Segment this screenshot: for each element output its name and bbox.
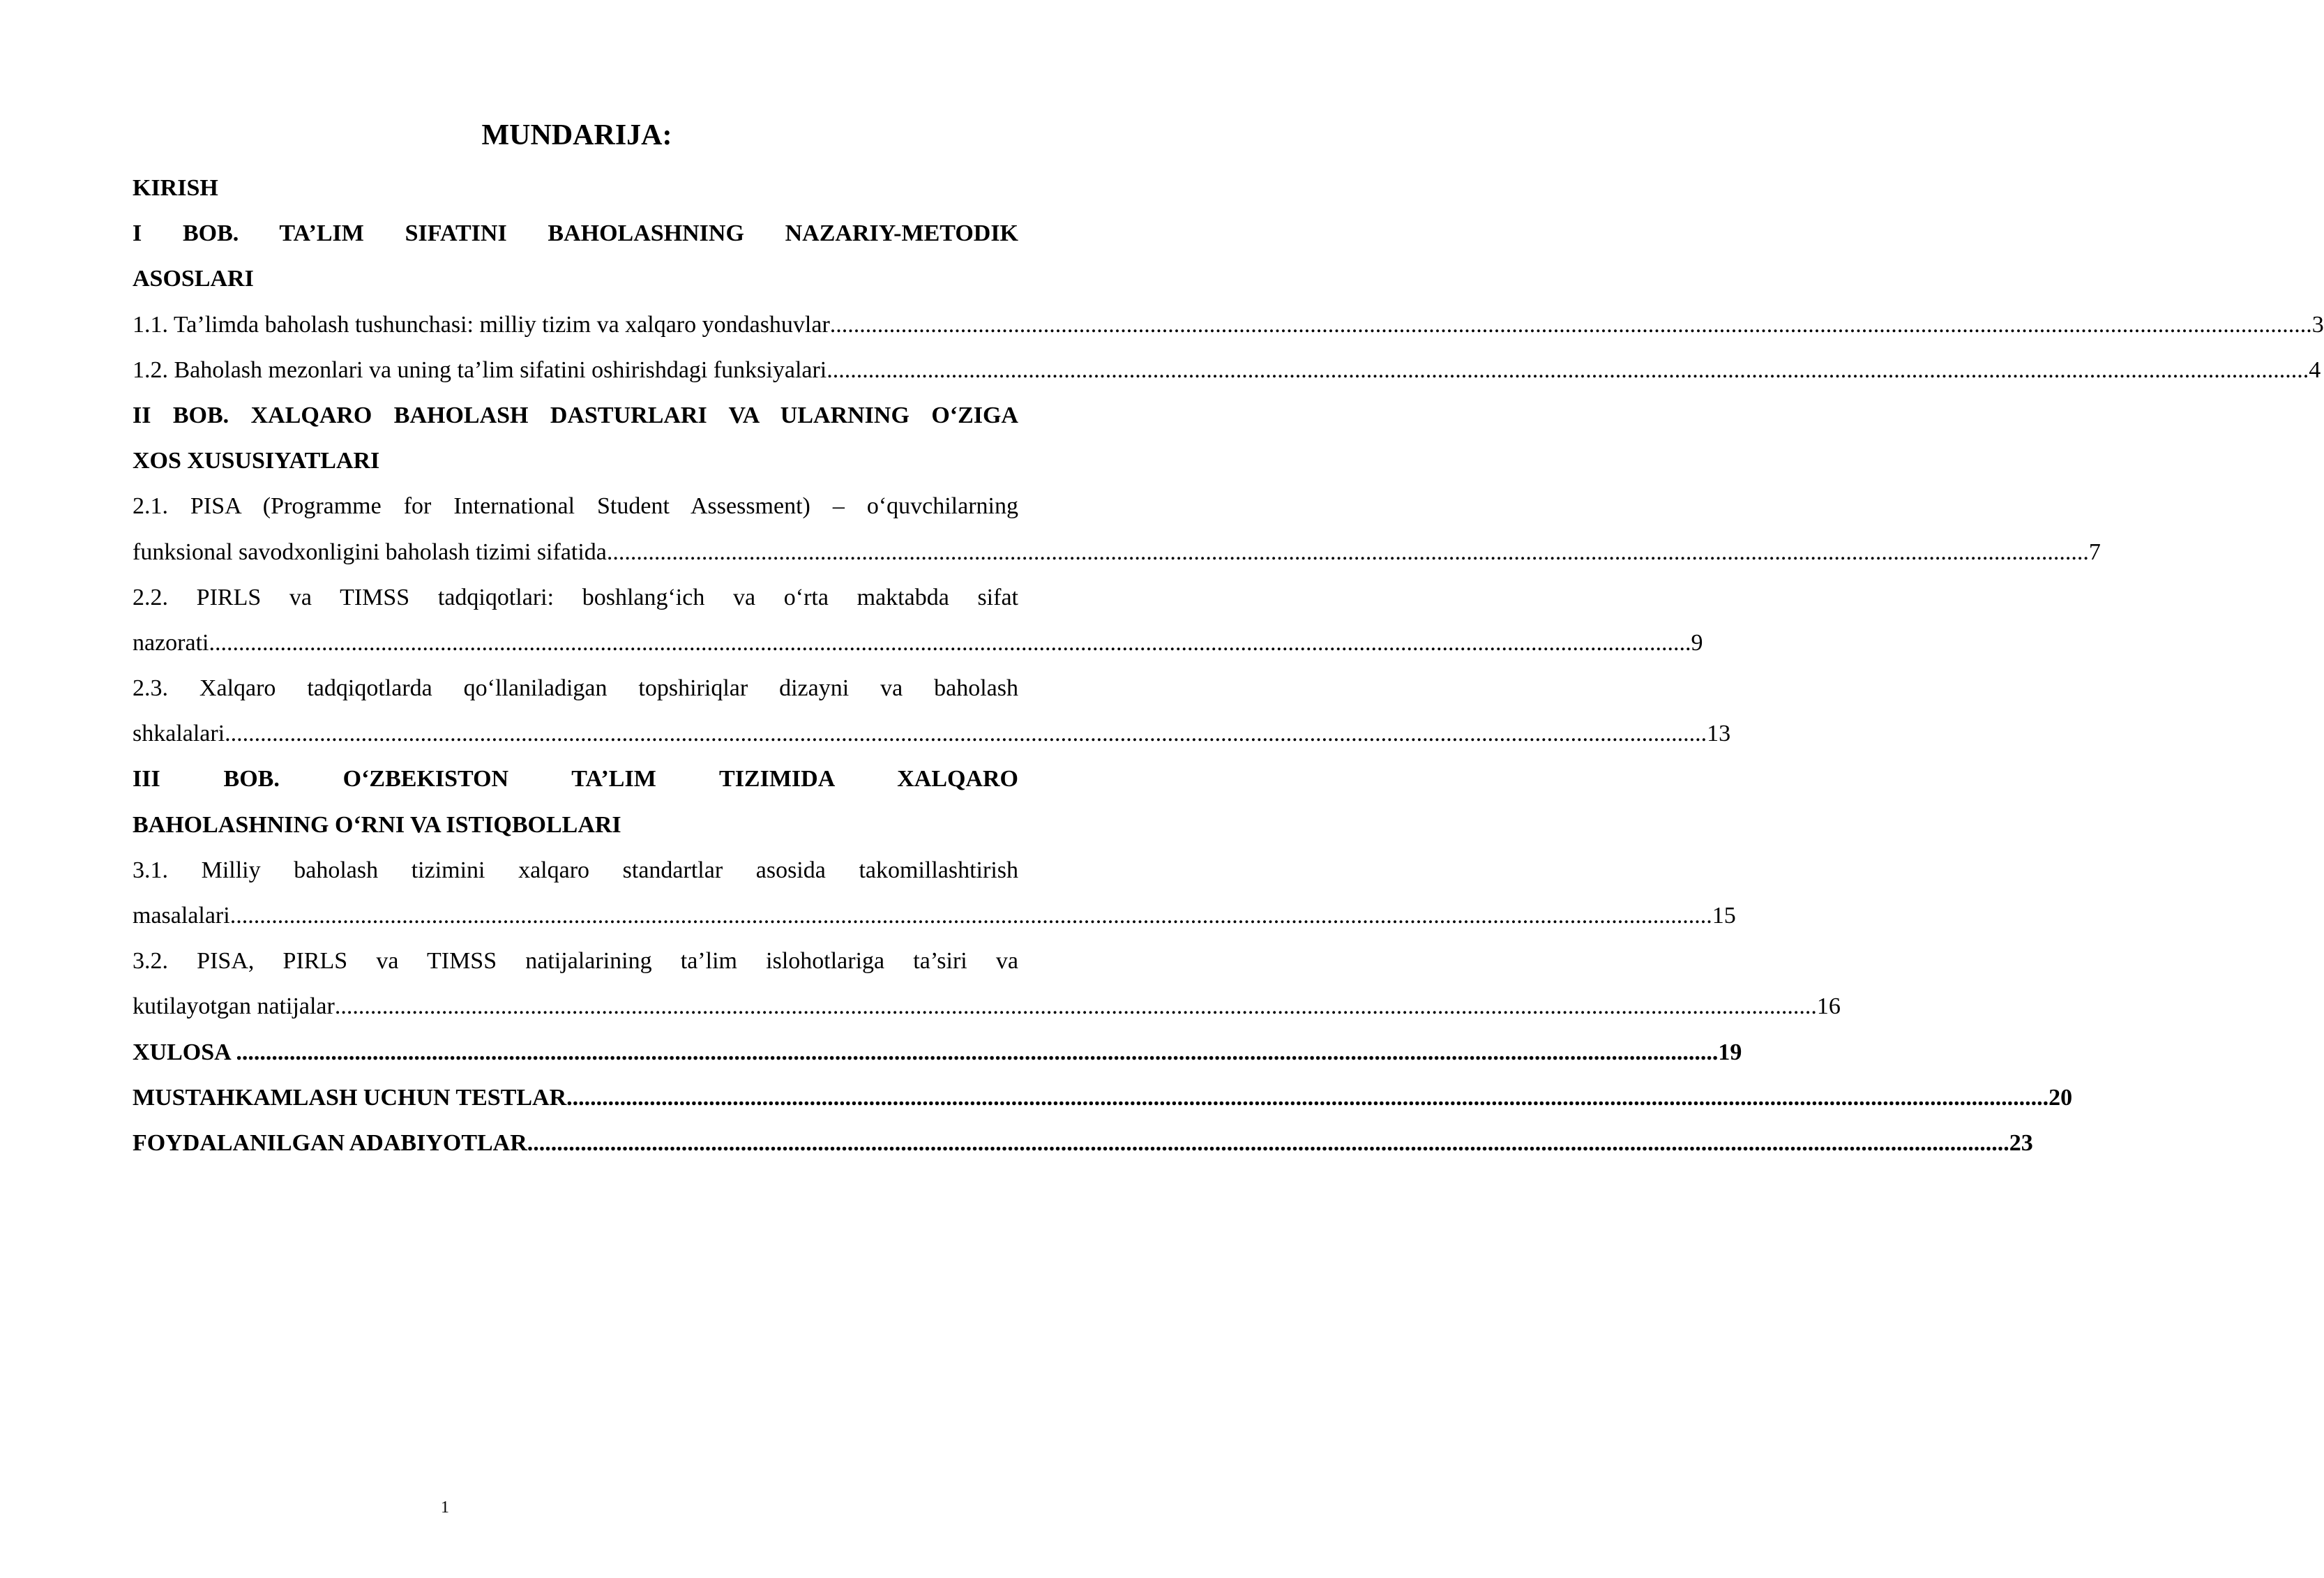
toc-section-3-1-line1: 3.1. Milliy baholash tizimini xalqaro standartlar asosida takomillashtirish <box>133 857 1018 883</box>
toc-entry-text: masalalari <box>133 903 230 929</box>
toc-chapter3-line1: III BOB. O‘ZBEKISTON TA’LIM TIZIMIDA XALQARO <box>133 766 1018 792</box>
toc-entry-text: 1.2. Baholash mezonlari va uning ta’lim sifatini oshirishdagi funksiyalari <box>133 356 827 383</box>
toc-chapter2-line2: XOS XUSUSIYATLARI <box>133 448 380 474</box>
toc-chapter3-line2: BAHOLASHNING O‘RNI VA ISTIQBOLLARI <box>133 811 621 838</box>
toc-page-number: 4 <box>2309 356 2321 383</box>
toc-leader-dots: .......................................................................................................................................................................................................................................................... <box>827 356 2309 383</box>
toc-section-2-2-line1: 2.2. PIRLS va TIMSS tadqiqotlari: boshlang‘ich va o‘rta maktabda sifat <box>133 584 1018 610</box>
toc-section-2-1-line2 <box>133 529 2101 575</box>
toc-leader-dots: .......................................................................................................................................................................................................................................................... <box>606 539 2089 565</box>
toc-leader-dots: .......................................................................................................................................................................................................................................................... <box>229 903 1712 929</box>
toc-section-1-2 <box>133 347 2321 393</box>
toc-leader-dots: .......................................................................................................................................................................................................................................................... <box>527 1129 2009 1156</box>
toc-page-number: 16 <box>1816 993 1841 1020</box>
toc-chapter1-line2: ASOSLARI <box>133 266 254 292</box>
toc-section-2-3-line2 <box>133 711 1731 756</box>
toc-section-2-3-line1: 2.3. Xalqaro tadqiqotlarda qo‘llaniladigan topshiriqlar dizayni va baholash <box>133 675 1018 702</box>
toc-entry-text: 1.1. Ta’limda baholash tushunchasi: milliy tizim va xalqaro yondashuvlar <box>133 311 830 338</box>
toc-page-number: 7 <box>2088 539 2101 565</box>
toc-page-number: 15 <box>1712 903 1736 929</box>
toc-leader-dots: .......................................................................................................................................................................................................................................................... <box>209 629 1691 656</box>
toc-section-2-2-line2 <box>133 620 1703 666</box>
toc-page-number: 3 <box>2311 311 2324 338</box>
toc-chapter1-line1: I BOB. TA’LIM SIFATINI BAHOLASHNING NAZARIY-METODIK <box>133 220 1018 247</box>
toc-page-number: 19 <box>1718 1039 1742 1065</box>
table-of-contents <box>133 165 2324 1166</box>
toc-leader-dots: .......................................................................................................................................................................................................................................................... <box>334 993 1817 1020</box>
toc-references <box>133 1120 2033 1166</box>
toc-chapter2-line1: II BOB. XALQARO BAHOLASH DASTURLARI VA ULARNING O‘ZIGA <box>133 402 1018 428</box>
toc-entry-text: FOYDALANILGAN ADABIYOTLAR <box>133 1129 527 1156</box>
toc-entry-text: MUSTAHKAMLASH UCHUN TESTLAR <box>133 1084 567 1111</box>
toc-entry-text: nazorati <box>133 629 209 656</box>
toc-leader-dots: .......................................................................................................................................................................................................................................................... <box>829 311 2312 338</box>
toc-conclusion <box>133 1030 1742 1075</box>
toc-section-3-1-line2 <box>133 893 1736 938</box>
toc-entry-text: funksional savodxonligini baholash tizimi sifatida <box>133 539 607 565</box>
toc-section-3-2-line1: 3.2. PISA, PIRLS va TIMSS natijalarining ta’lim islohotlariga ta’siri va <box>133 948 1018 975</box>
page-number: 1 <box>441 1498 449 1517</box>
toc-intro: KIRISH <box>133 175 218 201</box>
toc-entry-text: XULOSA <box>133 1039 236 1065</box>
toc-title: MUNDARIJA: <box>481 119 672 151</box>
toc-tests <box>133 1075 2073 1120</box>
toc-page-number: 9 <box>1691 629 1703 656</box>
toc-leader-dots: .......................................................................................................................................................................................................................................................... <box>236 1039 1719 1065</box>
toc-section-1-1 <box>133 302 2324 347</box>
toc-section-2-1-line1: 2.1. PISA (Programme for International Student Assessment) – o‘quvchilarning <box>133 493 1018 520</box>
toc-section-3-2-line2 <box>133 984 1841 1029</box>
toc-page-number: 13 <box>1707 721 1731 747</box>
toc-leader-dots: .......................................................................................................................................................................................................................................................... <box>225 721 1707 747</box>
toc-entry-text: shkalalari <box>133 721 225 747</box>
toc-page-number: 23 <box>2009 1129 2033 1156</box>
toc-leader-dots: .......................................................................................................................................................................................................................................................... <box>566 1084 2049 1111</box>
toc-entry-text: kutilayotgan natijalar <box>133 993 335 1020</box>
toc-page-number: 20 <box>2048 1084 2073 1111</box>
